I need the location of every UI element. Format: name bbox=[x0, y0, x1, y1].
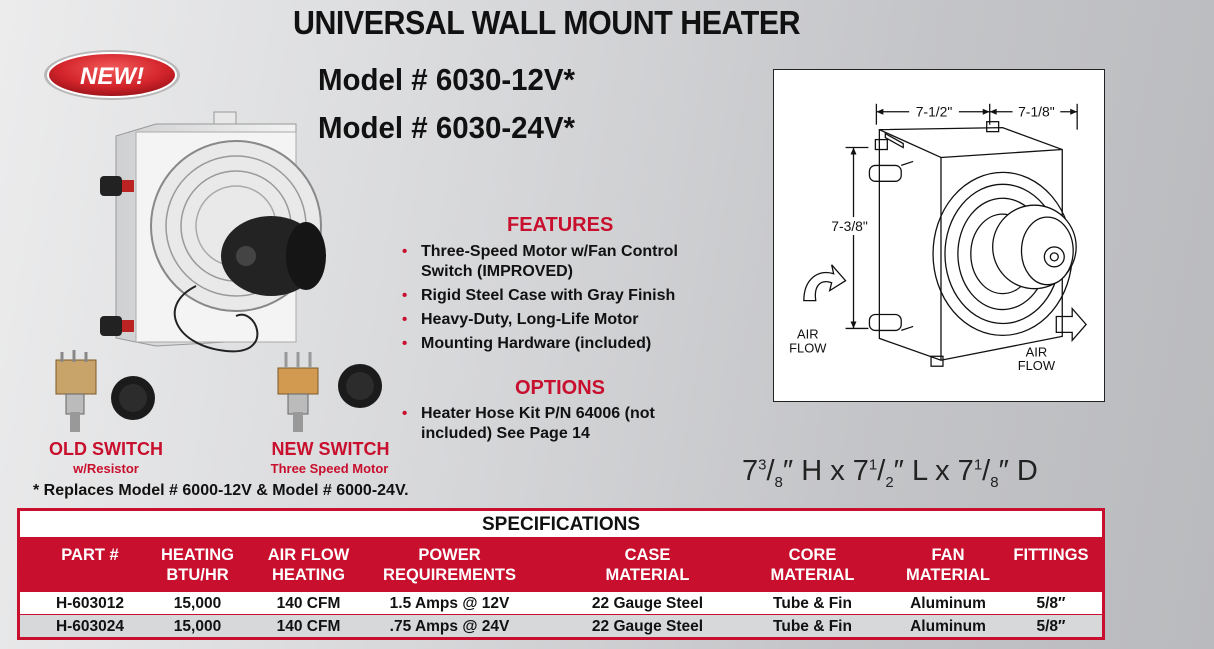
feature-text: Heavy-Duty, Long-Life Motor bbox=[421, 311, 639, 328]
options-list bbox=[402, 404, 722, 448]
features-list bbox=[402, 242, 722, 358]
new-switch-label: NEW SWITCH bbox=[271, 439, 390, 459]
page-title: UNIVERSAL WALL MOUNT HEATER bbox=[293, 4, 801, 41]
column-header-power bbox=[372, 545, 527, 585]
feature-text: Three-Speed Motor w/Fan Control Switch (IMPROVED) bbox=[421, 243, 678, 280]
header-line: HEATING bbox=[271, 566, 346, 584]
features-heading: FEATURES bbox=[507, 214, 614, 236]
dimension-height-label: 7-3/8" bbox=[831, 218, 868, 235]
column-header-case bbox=[570, 545, 725, 585]
length-label: ″ L x bbox=[893, 455, 958, 487]
dimension-diagram bbox=[773, 69, 1105, 402]
column-header-part bbox=[40, 545, 140, 565]
length-numerator: 1 bbox=[868, 456, 878, 474]
new-switch-image bbox=[270, 350, 385, 435]
overall-dimensions: $7^3/_8''$ H x $7^1/_2''$ L x $7^1/_8''$ D bbox=[742, 455, 1038, 491]
header-line: FITTINGS bbox=[1013, 546, 1089, 564]
feature-item: • Rigid Steel Case with Gray Finish bbox=[402, 287, 676, 304]
table-cell: H-603024 bbox=[55, 618, 125, 635]
table-cell: .75 Amps @ 24V bbox=[389, 618, 510, 635]
model-number-24v: Model # 6030-24V* bbox=[318, 110, 576, 145]
column-header-airflow bbox=[256, 545, 361, 585]
replacement-footnote: * Replaces Model # 6000-12V & Model # 6000-24V. bbox=[33, 482, 409, 499]
table-cell: 15,000 bbox=[173, 595, 222, 612]
feature-item: • Heavy-Duty, Long-Life Motor bbox=[402, 311, 639, 328]
header-line: REQUIREMENTS bbox=[383, 566, 516, 584]
header-line: AIR FLOW bbox=[267, 546, 350, 564]
model-number-12v: Model # 6030-12V* bbox=[318, 62, 576, 97]
table-cell: 140 CFM bbox=[276, 595, 341, 612]
header-line: HEATING bbox=[160, 546, 235, 564]
old-switch-sublabel: w/Resistor bbox=[73, 461, 139, 476]
depth-whole: 7 bbox=[957, 455, 974, 487]
height-label: ″ H x bbox=[782, 455, 853, 487]
height-numerator: 3 bbox=[758, 456, 767, 474]
header-line: FAN bbox=[931, 546, 965, 564]
column-header-core bbox=[755, 545, 870, 585]
depth-numerator: 1 bbox=[973, 456, 983, 474]
table-cell: 22 Gauge Steel bbox=[591, 595, 704, 612]
feature-text: Mounting Hardware (included) bbox=[421, 335, 652, 352]
header-line: MATERIAL bbox=[905, 566, 990, 584]
height-denominator: 8 bbox=[774, 473, 783, 491]
option-item: • Heater Hose Kit P/N 64006 (not included) See Page 14 bbox=[402, 405, 655, 442]
table-cell: Aluminum bbox=[910, 595, 986, 612]
length-denominator: 2 bbox=[885, 473, 894, 491]
table-cell: 5/8″ bbox=[1036, 618, 1066, 635]
options-heading: OPTIONS bbox=[515, 377, 606, 399]
header-line: MATERIAL bbox=[605, 566, 690, 584]
airflow-out-label-1: AIR bbox=[1025, 344, 1048, 360]
column-header-fan bbox=[893, 545, 1003, 585]
specifications-table bbox=[17, 508, 1105, 640]
airflow-in-label-1: AIR bbox=[797, 326, 819, 342]
header-line: CORE bbox=[788, 546, 837, 564]
dimension-depth-label: 7-1/8" bbox=[1018, 103, 1055, 120]
badge-text: NEW! bbox=[80, 63, 144, 90]
table-cell: Tube & Fin bbox=[773, 618, 852, 635]
dimension-length-label: 7-1/2" bbox=[915, 103, 953, 120]
table-cell: Aluminum bbox=[910, 618, 986, 635]
table-row bbox=[20, 615, 1102, 637]
header-line: BTU/HR bbox=[166, 566, 229, 584]
length-whole: 7 bbox=[852, 455, 869, 487]
old-switch-image bbox=[48, 350, 158, 435]
depth-denominator: 8 bbox=[990, 473, 999, 491]
column-header-fittings bbox=[1003, 545, 1099, 565]
header-line: MATERIAL bbox=[770, 566, 855, 584]
table-cell: 15,000 bbox=[173, 618, 222, 635]
table-row bbox=[20, 592, 1102, 614]
airflow-in-label-2: FLOW bbox=[789, 340, 827, 356]
table-cell: 140 CFM bbox=[276, 618, 341, 635]
header-line: PART # bbox=[61, 546, 119, 564]
table-cell: 1.5 Amps @ 12V bbox=[389, 595, 510, 612]
feature-text: Rigid Steel Case with Gray Finish bbox=[421, 287, 676, 304]
header-line: POWER bbox=[418, 546, 481, 564]
table-cell: 5/8″ bbox=[1036, 595, 1066, 612]
table-cell: 22 Gauge Steel bbox=[591, 618, 704, 635]
feature-item: • Three-Speed Motor w/Fan Control Switch (IMPROVED) bbox=[402, 243, 678, 280]
table-cell: Tube & Fin bbox=[773, 595, 852, 612]
height-whole: 7 bbox=[742, 455, 759, 487]
column-header-heating bbox=[145, 545, 250, 585]
header-line: CASE bbox=[624, 546, 671, 564]
feature-item: • Mounting Hardware (included) bbox=[402, 335, 652, 352]
depth-label: ″ D bbox=[998, 455, 1038, 487]
airflow-out-label-2: FLOW bbox=[1017, 358, 1056, 374]
old-switch-label: OLD SWITCH bbox=[49, 439, 163, 459]
heater-product-image bbox=[96, 106, 346, 366]
new-switch-sublabel: Three Speed Motor bbox=[270, 461, 389, 476]
new-badge bbox=[42, 48, 182, 102]
table-cell: H-603012 bbox=[55, 595, 125, 612]
specifications-title: SPECIFICATIONS bbox=[20, 511, 1102, 537]
option-text: Heater Hose Kit P/N 64006 (not included) See Page 14 bbox=[421, 405, 655, 442]
